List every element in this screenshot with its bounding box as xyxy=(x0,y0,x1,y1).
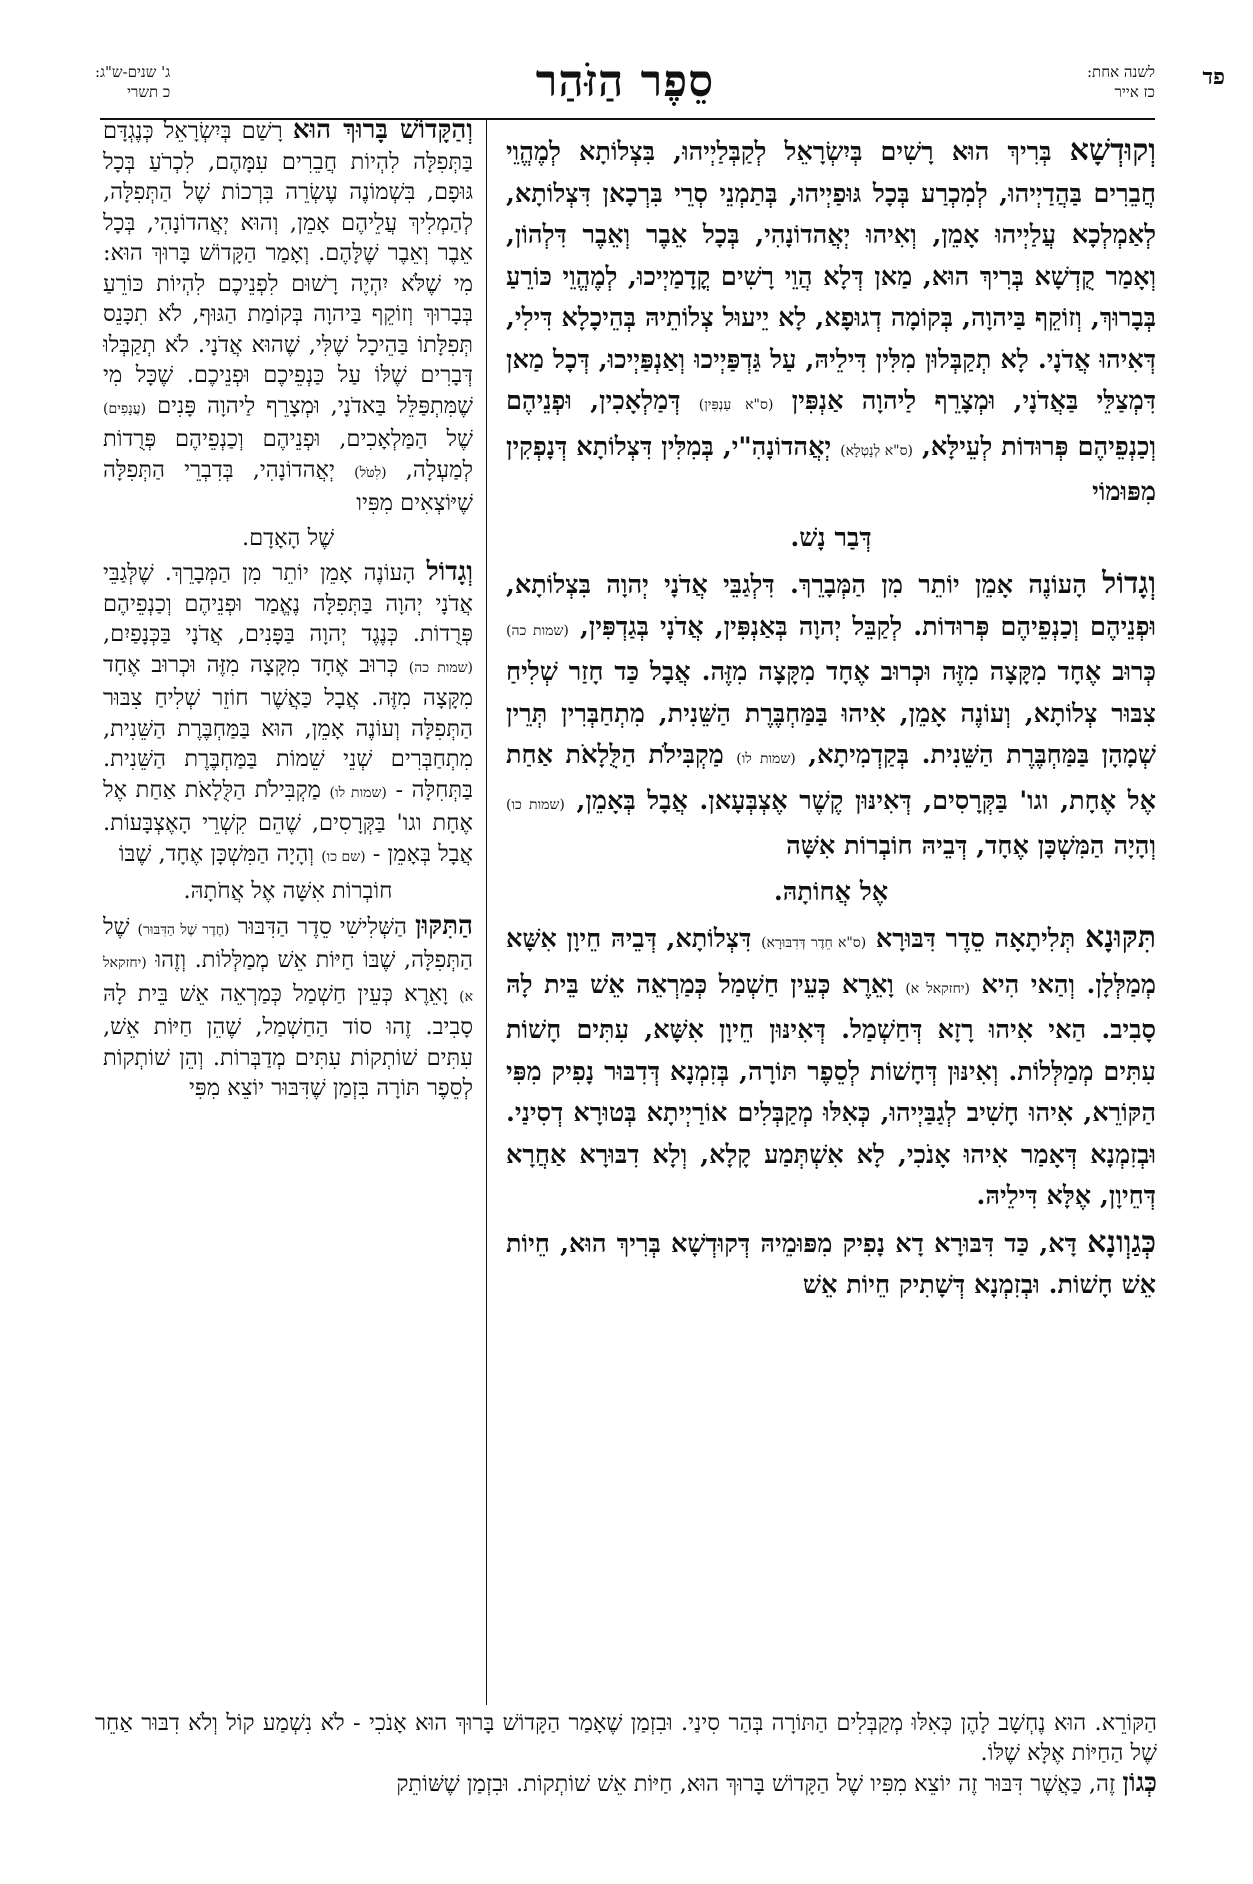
column-divider xyxy=(486,120,487,1705)
header-date-right: לשנה אחת: כז אייר xyxy=(1087,63,1155,101)
side-paragraph-1: וְהַקָּדוֹשׁ בָּרוּךְ הוּא רָשַׁם בְּיִשְׂרָאֵל כְּנֶגְדָּם בַּתְּפִלָּה לִהְיוֹת חֲבֵרִים עִמָּהֶם, לִכְרֹעַ בְּכָל גּוּפָם, בִּשְׁמוֹנֶה עֶשְׂרֵה בִּרְכוֹת שֶׁל הַתְּפִלָּה, לְהַמְלִיךְ עֲלֵיהֶם אָמֵן, וְהוּא יְאֲהדוֹנָהִי, בְּכָל אֵבֶר וְאֵבֶר שֶׁלָּהֶם. וְאָמַר הַקָּדוֹשׁ בָּרוּךְ הוּא: מִי שֶׁלֹּא יִהְיֶה רָשׁוּם לִפְנֵיכֶם לִהְיוֹת כּוֹרֵעַ בְּבָרוּךְ וְזוֹקֵף בַּיהוָה בְּקוֹמַת הַגּוּף, לֹא תִכָּנֵס תְּפִלָּתוֹ בַּהֵיכָל שֶׁלִּי, שֶׁהוּא אֲדֹנָי. לֹא תְקַבְּלוּ דְּבָרִים שֶׁלּוֹ עַל כַּנְפֵיכֶם וּפְנֵיכֶם. שֶׁכָּל מִי שֶׁמִּתְפַּלֵּל בַּאדֹנָי, וּמְצָרֵף לַיהוָה פָּנִים (עֲנָפִים) שֶׁל הַמַּלְאָכִים, וּפְנֵיהֶם וְכַנְפֵיהֶם פְּרֻדוֹת לְמַעְלָה, (לִטֹּל) יְאֲהדוֹנָהִי, בְּדִבְרֵי הַתְּפִלָּה שֶׁיּוֹצְאִים מִפִּיו xyxy=(103,115,473,516)
side-paragraph-3: הַתִּקּוּן הַשְּׁלִישִׁי סֵדֶר הַדִּבּוּר (חֶדֶר שֶׁל הַדִּבּוּר) שֶׁל הַתְּפִלָּה, שֶׁבּוֹ חַיּוֹת אֵשׁ מְמַלְּלוֹת. וְזֶהוּ (יחזקאל א) וָאֵרֶא כְּעֵין חַשְׁמַל כְּמַרְאֵה אֵשׁ בֵּית לָהּ סָבִיב. זֶהוּ סוֹד הַחַשְׁמַל, שֶׁהֵן חַיּוֹת אֵשׁ, עִתִּים שׁוֹתְקוֹת עִתִּים מְדַבְּרוֹת. וְהֵן שׁוֹתְקוֹת לְסֵפֶר תּוֹרָה בִּזְמַן שֶׁדִּבּוּר יוֹצֵא מִפִּי xyxy=(103,910,473,1101)
main-paragraph-1: וְקוּדְשָׁא בְּרִיךְ הוּא רָשִׁים בְּיִשְׂרָאֵל לְקַבְּלַיְיהוּ, בִּצְלוֹתָא לְמֶהֱוֵי חֲבֵרִים בַּהֲדַיְיהוּ, לְמִכְרַע בְּכָל גּוּפַיְיהוּ, בְּתַמְנֵי סְרֵי בִּרְכָאן דִּצְלוֹתָא, לְאַמְלְכָא עֲלַיְיהוּ אָמֵן, וְאִיהוּ יְאֲהדוֹנָהִי, בְּכָל אֵבֶר וְאֵבֶר דִּלְהוֹן, וְאָמַר קֻדְשָׁא בְּרִיךְ הוּא, מַאן דְּלָא הֲוֵי רָשִׁים קֳדָמַיְיכוּ, לְמֶהֱוֵי כּוֹרֵעַ בְּבָרוּךְ, וְזוֹקֵף בַּיהוָה, בְּקוֹמָה דְגוּפָא, לָא יֵיעוּל צְלוֹתֵיהּ בְּהֵיכָלָא דִּילִי, דְּאִיהוּ אֲדֹנָי. לָא תְקַבְּלוּן מִלִּין דִּילֵיהּ, עַל גַּדְפַּיְיכוּ וְאַנְפַּיְיכוּ, דְּכָל מַאן דִּמְצַלֵּי בַּאֲדֹנָי, וּמְצָרֵף לַיהוָה אַנְפִּין (ס"א עַנְפִּין) דְּמַלְאָכִין, וּפְנֵיהֶם וְכַנְפֵיהֶם פְּרוּדוֹת לְעֵילָּא, (ס"א לְנָטְלָא) יְאֲהדוֹנָהִ"י, בְּמִלִּין דִּצְלוֹתָא דְּנָפְקִין מִפּוּמוֹי xyxy=(506,133,1156,507)
header-date-left: ג' שנים-ש"ג: כ תשרי xyxy=(95,63,171,101)
side-paragraph-1-end: שֶׁל הָאָדָם. xyxy=(241,524,335,551)
side-paragraph-2-end: חוֹבְרוֹת אִשָּׁה אֶל אֲחֹתָהּ. xyxy=(183,878,393,904)
side-paragraph-2: וְגָדוֹל הָעוֹנֶה אָמֵן יוֹתֵר מִן הַמְּבָרֵךְ. שֶׁלְּגַבֵּי אֲדֹנָי יְהוָה בַּתְּפִלָּה נֶאֱמַר וּפְנֵיהֶם וְכַנְפֵיהֶם פְּרֻדוֹת. כְּנֶגֶד יְהוָה בַּפָּנִים, אֲדֹנָי בַּכְּנָפַיִם, (שמות כה) כְּרוּב אֶחָד מִקָּצָה מִזֶּה וּכְרוּב אֶחָד מִקָּצָה מִזֶּה. אֲבָל כַּאֲשֶׁר חוֹזֵר שְׁלִיחַ צִבּוּר הַתְּפִלָּה וְעוֹנֶה אָמֵן, הוּא בַּמַּחְבֶּרֶת הַשֵּׁנִית, מִתְחַבְּרִים שְׁנֵי שֵׁמוֹת בַּמַּחְבֶּרֶת הַשֵּׁנִית. בַּתְּחִלָּה - (שמות לו) מַקְבִּילֹת הַלֻּלָאֹת אַחַת אֶל אֶחָת וגו' בַּקְּרָסִים, שֶׁהֵם קִשְׁרֵי הָאֶצְבָּעוֹת. אֲבָל בְּאָמֵן - (שם כו) וְהָיָה הַמִּשְׁכָּן אֶחָד, שֶׁבּוֹ xyxy=(103,557,473,867)
main-paragraph-2: וְגָדוֹל הָעוֹנֶה אָמֵן יוֹתֵר מִן הַמְּבָרֵךְ. דִּלְגַבֵּי אֲדֹנָי יְהוָה בִּצְלוֹתָא, וּפְנֵיהֶם וְכַנְפֵיהֶם פְּרוּדוֹת. לְקַבֵּל יְהוָה בְּאַנְפִּין, אֲדֹנָי בְּגַדְפִּין, (שמות כה) כְּרוּב אֶחָד מִקָּצָה מִזֶּה וּכְרוּב אֶחָד מִקָּצָה מִזֶּה. אֲבָל כַּד חָזַר שְׁלִיחַ צִבּוּר צְלוֹתָא, וְעוֹנֶה אָמֵן, אִיהוּ בַּמַּחְבֶּרֶת הַשֵּׁנִית, מִתְחַבְּרִין תְּרֵין שְׁמָהָן בַּמַּחְבֶּרֶת הַשֵּׁנִית. בְּקַדְמִיתָא, (שמות לו) מַקְבִּילֹת הַלֻּלָאֹת אַחַת אֶל אֶחָת, וגו' בַּקְּרָסִים, דְּאִינּוּן קֶשֶׁר אֶצְבְּעָאן. אֲבָל בְּאָמֵן, (שמות כו) וְהָיָה הַמִּשְׁכָּן אֶחָד, דְּבֵיהּ חוֹבְרוֹת אִשָּׁה xyxy=(506,566,1156,861)
bottom-paragraph-1: הַקּוֹרֵא. הוּא נֶחְשָׁב לָהֶן כְּאִלּוּ מְקַבְּלִים הַתּוֹרָה בְּהַר סִינַי. וּבִזְמַן שֶׁאָמַר הַקָּדוֹשׁ בָּרוּךְ הוּא אָנֹכִי - לֹא נִשְׁמַע קוֹל וְלֹא דִבּוּר אַחֵר שֶׁל הַחַיּוֹת אֶלָּא שֶׁלּוֹ. xyxy=(95,1710,1157,1766)
main-paragraph-3: תִּקּוּנָא תְּלִיתָאָה סֵדֶר דִּבּוּרָא (ס"א חֵדֶר דְּדִבּוּרָא) דִּצְלוֹתָא, דְּבֵיהּ חֵיוָן אִשָּׁא מְמַלְּלָן. וְהַאי הִיא (יחזקאל א) וָאֵרֶא כְּעֵין חַשְׁמַל כְּמַרְאֵה אֵשׁ בֵּית לָהּ סָבִיב. הַאי אִיהוּ רָזָא דְּחַשְׁמַל. דְּאִינּוּן חֵיוָן אִשָּׁא, עִתִּים חָשׁוֹת עִתִּים מְמַלְּלוֹת. וְאִינּוּן דְּחָשׁוֹת לְסֵפֶר תּוֹרָה, בְּזִמְנָא דְּדִבּוּר נָפִיק מִפִּי הַקּוֹרֵא, אִיהוּ חָשִׁיב לְגַבַּיְיהוּ, כְּאִלּוּ מְקַבְּלִים אוֹרַיְיתָא בְּטוּרָא דְסִינַי. וּבְזִמְנָא דְּאָמַר אִיהוּ אָנֹכִי, לָא אִשְׁתְּמַע קָלָא, וְלָא דִבּוּרָא אַחֲרָא דְּחֵיוָן, אֶלָּא דִּילֵיהּ. xyxy=(506,920,1156,1211)
main-column xyxy=(506,130,1156,1730)
page-number: פד xyxy=(1202,64,1225,90)
bottom-continuation xyxy=(95,1708,1157,1799)
main-paragraph-1-end: דְּבַר נָשׁ. xyxy=(790,522,872,553)
main-paragraph-4: כְּגַוְונָא דָּא, כַּד דִּבּוּרָא דָא נָפִיק מִפּוּמֵיהּ דְּקוּדְשָׁא בְּרִיךְ הוּא, חֵיוֹת אֵשׁ חָשׁוֹת. וּבְזִמְנָא דְּשָׁתִיק חֵיוֹת אֵשׁ xyxy=(506,1224,1156,1300)
translation-column xyxy=(103,115,473,1710)
book-title: סֵפֶר הַזֹּהַר xyxy=(535,56,715,107)
main-paragraph-2-end: אֶל אֲחוֹתָהּ. xyxy=(773,876,889,907)
page-header xyxy=(95,56,1155,116)
bottom-paragraph-2: כְּגוֹן זֶה, כַּאֲשֶׁר דִּבּוּר זֶה יוֹצֵא מִפִּיו שֶׁל הַקָּדוֹשׁ בָּרוּךְ הוּא, חַיּוֹת אֵשׁ שׁוֹתְקוֹת. וּבִזְמַן שֶׁשּׁוֹתֵק xyxy=(396,1768,1157,1798)
